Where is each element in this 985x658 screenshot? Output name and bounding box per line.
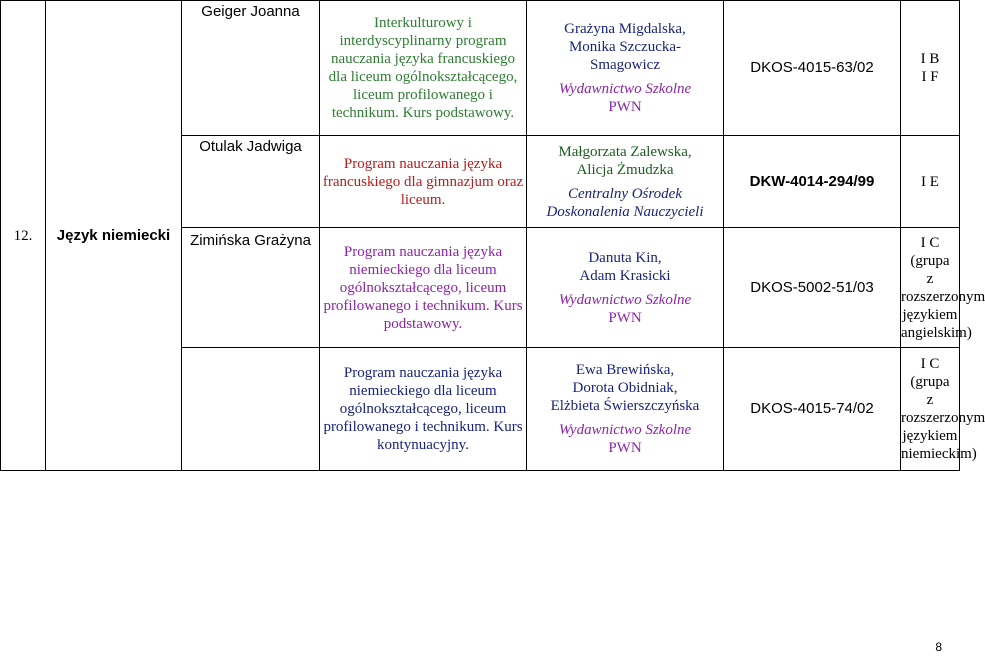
class-line: I C bbox=[920, 356, 940, 372]
program-cell: Program nauczania języka niemieckiego dla liceum ogólnokształcącego, liceum profilowanego i technikum. Kurs kontynuacyjny. bbox=[320, 348, 527, 471]
author-cell: Otulak Jadwiga bbox=[182, 136, 320, 228]
publisher-author-line: Monika Szczucka- bbox=[568, 39, 682, 55]
subject-cell bbox=[46, 1, 182, 471]
program-cell: Interkulturowy i interdyscyplinarny program nauczania języka francuskiego dla liceum ogólnokształcącego, liceum profilowanego i technikum. Kurs podstawowy. bbox=[320, 1, 527, 136]
approval-code: DKOS-5002-51/03 bbox=[724, 228, 901, 348]
publisher-name-line: PWN bbox=[608, 99, 642, 115]
publisher-name-line: Centralny Ośrodek bbox=[567, 185, 682, 202]
publisher-cell bbox=[527, 1, 724, 136]
author-cell: Geiger Joanna bbox=[182, 1, 320, 136]
class-line: I C bbox=[920, 234, 940, 251]
class-cell bbox=[901, 136, 960, 228]
program-cell: Program nauczania języka francuskiego dla gimnazjum oraz liceum. bbox=[320, 136, 527, 228]
publisher-author-line: Adam Krasicki bbox=[579, 267, 671, 284]
subject-label: Język niemiecki bbox=[56, 226, 171, 244]
publisher-author-line: Alicja Żmudzka bbox=[576, 161, 674, 178]
class-cell bbox=[901, 1, 960, 136]
publisher-cell bbox=[527, 228, 724, 348]
class-line: z bbox=[926, 392, 934, 408]
publisher-name-line: Doskonalenia Nauczycieli bbox=[546, 203, 704, 220]
class-line: (grupa bbox=[910, 252, 950, 269]
class-cell bbox=[901, 228, 985, 348]
publisher-name-line: Wydawnictwo Szkolne bbox=[558, 81, 692, 97]
class-line: I B bbox=[920, 51, 940, 67]
approval-code: DKOS-4015-63/02 bbox=[724, 1, 901, 136]
page-number: 8 bbox=[935, 640, 942, 654]
row-number: 12. bbox=[1, 1, 46, 471]
publisher-author-line: Ewa Brewińska, bbox=[575, 362, 675, 378]
class-line: I F bbox=[921, 69, 939, 85]
publisher-name-line: PWN bbox=[608, 440, 642, 456]
publisher-author-line: Grażyna Migdalska, bbox=[564, 21, 686, 37]
class-line: językiem bbox=[902, 306, 958, 323]
author-cell bbox=[182, 348, 320, 471]
publisher-author-line: Dorota Obidniak, bbox=[572, 380, 678, 396]
class-line: niemieckim) bbox=[901, 446, 977, 462]
program-cell: Program nauczania języka niemieckiego dla liceum ogólnokształcącego, liceum profilowanego i technikum. Kurs podstawowy. bbox=[320, 228, 527, 348]
class-line: językiem bbox=[902, 428, 958, 444]
approval-code: DKW-4014-294/99 bbox=[724, 136, 901, 228]
publisher-cell bbox=[527, 136, 724, 228]
publisher-author-line: Danuta Kin, bbox=[588, 249, 662, 266]
publisher-name-line: PWN bbox=[608, 309, 642, 326]
publisher-author-line: Elżbieta Świerszczyńska bbox=[550, 398, 700, 414]
class-line: I E bbox=[921, 173, 939, 190]
author-cell: Zimińska Grażyna bbox=[182, 228, 320, 348]
class-line: (grupa bbox=[910, 374, 950, 390]
class-line: angielskim) bbox=[901, 324, 972, 341]
publisher-name-line: Wydawnictwo Szkolne bbox=[558, 291, 692, 308]
class-line: z bbox=[926, 270, 934, 287]
class-line: rozszerzonym bbox=[901, 288, 985, 305]
class-cell bbox=[901, 348, 985, 471]
class-line: rozszerzonym bbox=[901, 410, 985, 426]
publisher-author-line: Smagowicz bbox=[590, 57, 660, 73]
table-row bbox=[1, 1, 960, 136]
publisher-name-line: Wydawnictwo Szkolne bbox=[558, 422, 692, 438]
approval-code: DKOS-4015-74/02 bbox=[724, 348, 901, 471]
publisher-cell bbox=[527, 348, 724, 471]
publisher-author-line: Małgorzata Zalewska, bbox=[558, 143, 692, 160]
